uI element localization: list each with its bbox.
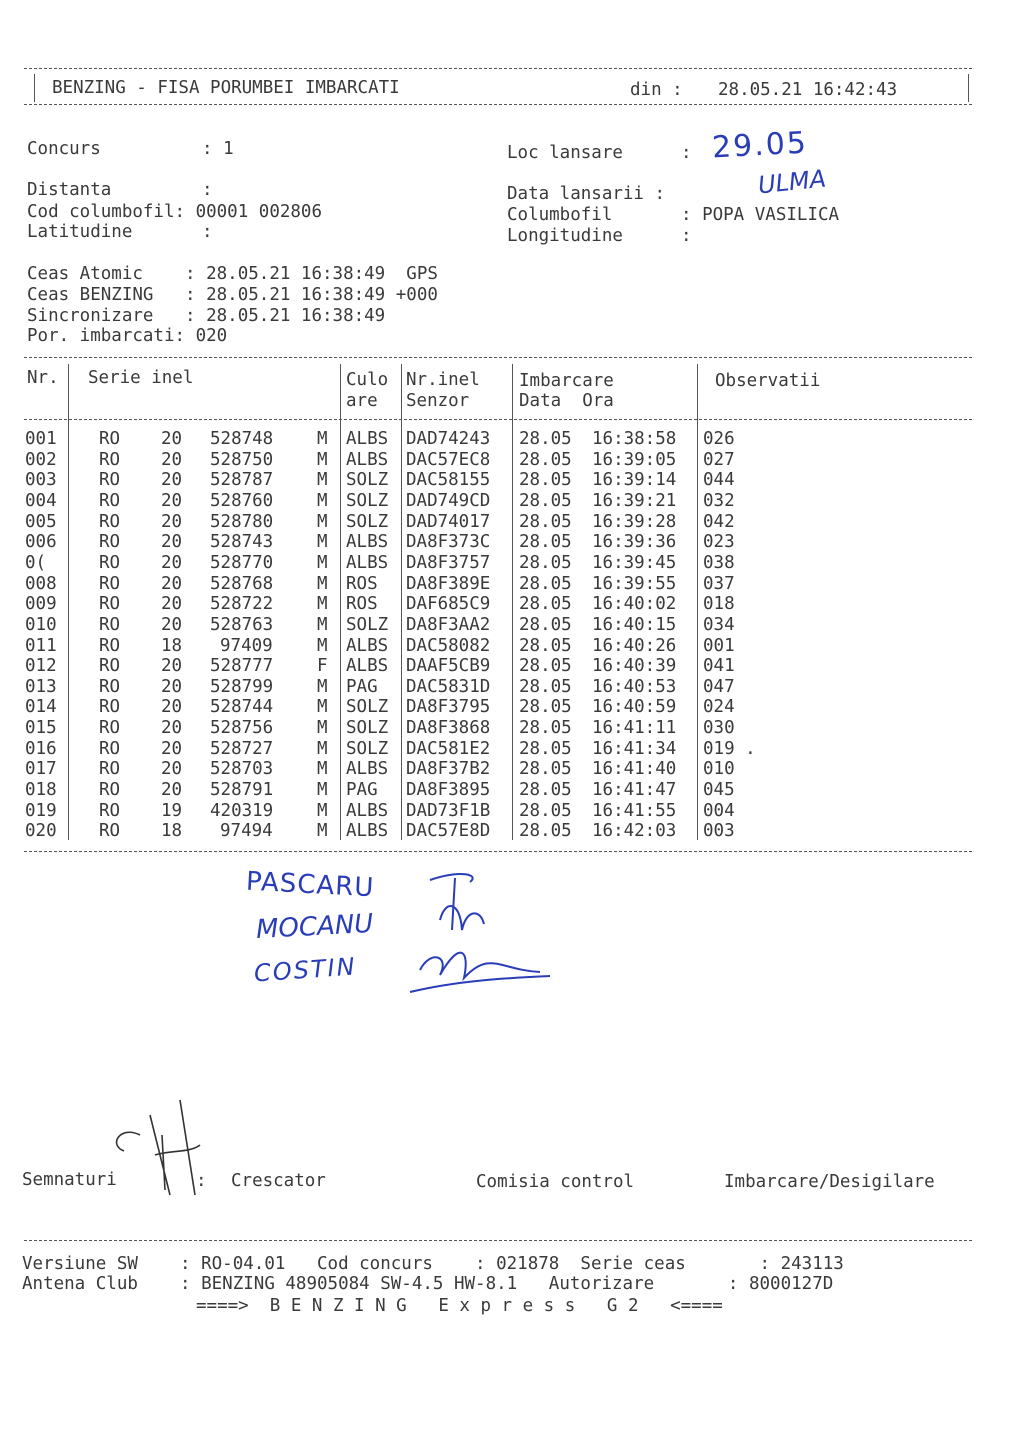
col-divider-imbarcare: [512, 364, 513, 840]
sincronizare: Sincronizare : 28.05.21 16:38:49: [27, 306, 386, 326]
row-sex: M: [317, 470, 328, 491]
ceas-benzing: Ceas BENZING : 28.05.21 16:38:49 +000: [27, 285, 438, 305]
row-observation: 004: [703, 800, 735, 821]
row-color: ALBS: [346, 449, 389, 470]
row-year: 20: [161, 470, 183, 491]
row-sensor: DAD74017: [406, 511, 491, 532]
footer-line-3: ====> B E N Z I N G E x p r e s s G 2 <====: [196, 1296, 723, 1316]
row-date: 28.05: [519, 449, 572, 470]
header-bottom-rule: [24, 104, 972, 105]
header-title: BENZING - FISA PORUMBEI IMBARCATI: [52, 78, 400, 98]
row-time: 16:41:55: [592, 800, 677, 821]
row-observation: 019 .: [703, 738, 756, 759]
col-header-culoare-2: are: [346, 391, 378, 411]
row-color: ALBS: [346, 656, 389, 677]
row-color: SOLZ: [346, 470, 389, 491]
row-country: RO: [99, 697, 121, 718]
row-color: ALBS: [346, 759, 389, 780]
row-sex: M: [317, 635, 328, 656]
concurs-label: Concurs: [27, 139, 101, 159]
row-sex: M: [317, 449, 328, 470]
row-sex: M: [317, 780, 328, 801]
semnaturi-sep: :: [196, 1171, 207, 1191]
row-sensor: DA8F373C: [406, 532, 491, 553]
row-observation: 045: [703, 780, 735, 801]
row-color: PAG: [346, 780, 378, 801]
row-number: 006: [25, 532, 57, 553]
row-ring-number: 528744: [210, 697, 274, 718]
row-year: 20: [161, 738, 183, 759]
row-country: RO: [99, 821, 121, 842]
row-sensor: DAF685C9: [406, 594, 491, 615]
longitudine-label: Longitudine: [507, 226, 623, 246]
row-date: 28.05: [519, 614, 572, 635]
row-sensor: DAD74243: [406, 429, 491, 449]
row-number: 017: [25, 759, 57, 780]
col-header-culoare-1: Culo: [346, 370, 389, 390]
row-time: 16:39:14: [592, 470, 677, 491]
row-sensor: DAAF5CB9: [406, 656, 491, 677]
row-color: ALBS: [346, 552, 389, 573]
row-number: 009: [25, 594, 57, 615]
row-time: 16:40:39: [592, 656, 677, 677]
col-divider-inel: [401, 364, 402, 840]
row-ring-number: 528750: [210, 449, 274, 470]
footer-line-1: Versiune SW : RO-04.01 Cod concurs : 021878 Serie ceas : 243113: [22, 1254, 844, 1274]
latitudine-sep: :: [202, 222, 213, 242]
row-time: 16:40:53: [592, 676, 677, 697]
row-number: 018: [25, 780, 57, 801]
row-color: SOLZ: [346, 718, 389, 739]
row-color: ALBS: [346, 532, 389, 553]
row-time: 16:41:47: [592, 780, 677, 801]
row-year: 20: [161, 552, 183, 573]
row-year: 20: [161, 759, 183, 780]
data-lansarii-label: Data lansarii :: [507, 184, 666, 204]
row-color: SOLZ: [346, 697, 389, 718]
row-observation: 003: [703, 821, 735, 842]
row-sex: M: [317, 573, 328, 594]
footer-line-2: Antena Club : BENZING 48905084 SW-4.5 HW-8.1 Autorizare : 8000127D: [22, 1274, 834, 1294]
row-date: 28.05: [519, 759, 572, 780]
distanta-label: Distanta: [27, 180, 112, 200]
row-ring-number: 528756: [210, 718, 274, 739]
header-top-rule: [24, 68, 972, 69]
row-date: 28.05: [519, 738, 572, 759]
row-ring-number: 528770: [210, 552, 274, 573]
row-country: RO: [99, 594, 121, 615]
row-ring-number: 528768: [210, 573, 274, 594]
row-time: 16:39:05: [592, 449, 677, 470]
col-divider-observatii: [697, 364, 698, 840]
row-country: RO: [99, 429, 121, 449]
row-sensor: DAD73F1B: [406, 800, 491, 821]
row-sensor: DAC57E8D: [406, 821, 491, 842]
row-year: 20: [161, 532, 183, 553]
row-country: RO: [99, 738, 121, 759]
row-year: 20: [161, 676, 183, 697]
row-time: 16:40:26: [592, 635, 677, 656]
row-sensor: DAC58155: [406, 470, 491, 491]
row-time: 16:41:34: [592, 738, 677, 759]
row-sensor: DA8F3795: [406, 697, 491, 718]
row-ring-number: 420319: [210, 800, 274, 821]
row-country: RO: [99, 800, 121, 821]
col-header-serie: Serie inel: [88, 368, 194, 388]
row-date: 28.05: [519, 532, 572, 553]
header-din-value: 28.05.21 16:42:43: [718, 80, 898, 100]
row-number: 001: [25, 429, 57, 449]
row-date: 28.05: [519, 429, 572, 449]
row-date: 28.05: [519, 511, 572, 532]
row-observation: 037: [703, 573, 735, 594]
imbarcare-desigilare-label: Imbarcare/Desigilare: [724, 1172, 935, 1192]
row-number: 013: [25, 676, 57, 697]
row-observation: 042: [703, 511, 735, 532]
row-sensor: DA8F3AA2: [406, 614, 491, 635]
row-sex: M: [317, 511, 328, 532]
row-country: RO: [99, 573, 121, 594]
ceas-atomic: Ceas Atomic : 28.05.21 16:38:49 GPS: [27, 264, 438, 284]
row-sex: M: [317, 490, 328, 511]
row-sex: M: [317, 532, 328, 553]
row-year: 20: [161, 490, 183, 511]
row-ring-number: 528727: [210, 738, 274, 759]
semnaturi-label: Semnaturi: [22, 1170, 117, 1190]
comisia-control-label: Comisia control: [476, 1172, 635, 1192]
row-observation: 010: [703, 759, 735, 780]
col-divider-culoare: [340, 364, 341, 840]
row-country: RO: [99, 490, 121, 511]
row-date: 28.05: [519, 552, 572, 573]
row-sensor: DA8F3868: [406, 718, 491, 739]
row-sex: M: [317, 738, 328, 759]
row-country: RO: [99, 614, 121, 635]
row-date: 28.05: [519, 490, 572, 511]
row-year: 20: [161, 573, 183, 594]
row-number: 005: [25, 511, 57, 532]
handwritten-name-2: MOCANU: [255, 908, 375, 946]
row-country: RO: [99, 449, 121, 470]
handwritten-name-1: PASCARU: [245, 866, 376, 904]
row-observation: 034: [703, 614, 735, 635]
row-number: 012: [25, 656, 57, 677]
col-header-observatii: Observatii: [715, 371, 821, 391]
row-observation: 044: [703, 470, 735, 491]
row-color: ALBS: [346, 635, 389, 656]
loc-lansare-sep: :: [681, 143, 692, 163]
header-left-bar: [34, 74, 35, 102]
col-header-imbarcare-2: Data Ora: [519, 391, 614, 411]
crescator-label: Crescator: [231, 1171, 326, 1191]
row-time: 16:39:28: [592, 511, 677, 532]
row-date: 28.05: [519, 470, 572, 491]
row-ring-number: 528760: [210, 490, 274, 511]
row-year: 20: [161, 718, 183, 739]
col-header-nr: Nr.: [27, 368, 59, 388]
row-year: 20: [161, 656, 183, 677]
row-observation: 047: [703, 676, 735, 697]
handwritten-name-3: COSTIN: [253, 952, 358, 988]
col-header-inel-2: Senzor: [406, 391, 470, 411]
row-color: ROS: [346, 594, 378, 615]
row-observation: 001: [703, 635, 735, 656]
row-sensor: DAD749CD: [406, 490, 491, 511]
row-ring-number: 528722: [210, 594, 274, 615]
row-year: 20: [161, 697, 183, 718]
loc-lansare-handwritten: 29.05: [711, 125, 809, 166]
row-color: SOLZ: [346, 490, 389, 511]
row-color: SOLZ: [346, 614, 389, 635]
row-number: 008: [25, 573, 57, 594]
row-sex: F: [317, 656, 328, 677]
row-number: 019: [25, 800, 57, 821]
distanta-sep: :: [202, 180, 213, 200]
row-sex: M: [317, 429, 328, 449]
row-color: ROS: [346, 573, 378, 594]
loc-lansare-label: Loc lansare: [507, 143, 623, 163]
row-time: 16:40:02: [592, 594, 677, 615]
row-ring-number: 528780: [210, 511, 274, 532]
row-number: 020: [25, 821, 57, 842]
columbofil-value: : POPA VASILICA: [681, 205, 840, 225]
footer-top-rule: [24, 1240, 972, 1241]
row-ring-number: 528787: [210, 470, 274, 491]
row-number: 010: [25, 614, 57, 635]
row-observation: 023: [703, 532, 735, 553]
row-time: 16:38:58: [592, 429, 677, 449]
data-lansarii-handwritten: ULMA: [756, 164, 828, 200]
row-color: SOLZ: [346, 511, 389, 532]
row-ring-number: 97409: [220, 635, 273, 656]
row-country: RO: [99, 470, 121, 491]
row-number: 011: [25, 635, 57, 656]
row-sensor: DAC5831D: [406, 676, 491, 697]
row-sex: M: [317, 759, 328, 780]
row-date: 28.05: [519, 697, 572, 718]
row-time: 16:40:59: [592, 697, 677, 718]
row-number: 002: [25, 449, 57, 470]
row-country: RO: [99, 676, 121, 697]
row-ring-number: 528748: [210, 429, 274, 449]
row-color: SOLZ: [346, 738, 389, 759]
row-ring-number: 528743: [210, 532, 274, 553]
row-ring-number: 528703: [210, 759, 274, 780]
row-country: RO: [99, 759, 121, 780]
row-ring-number: 97494: [220, 821, 273, 842]
row-date: 28.05: [519, 635, 572, 656]
row-time: 16:39:21: [592, 490, 677, 511]
row-year: 18: [161, 821, 183, 842]
longitudine-sep: :: [681, 226, 692, 246]
row-country: RO: [99, 532, 121, 553]
row-observation: 026: [703, 429, 735, 449]
row-sensor: DA8F3895: [406, 780, 491, 801]
row-year: 20: [161, 614, 183, 635]
row-date: 28.05: [519, 780, 572, 801]
row-number: 004: [25, 490, 57, 511]
row-country: RO: [99, 552, 121, 573]
row-country: RO: [99, 780, 121, 801]
row-sex: M: [317, 697, 328, 718]
row-sensor: DA8F3757: [406, 552, 491, 573]
row-date: 28.05: [519, 676, 572, 697]
row-number: 015: [25, 718, 57, 739]
row-date: 28.05: [519, 821, 572, 842]
row-observation: 024: [703, 697, 735, 718]
row-country: RO: [99, 718, 121, 739]
row-color: ALBS: [346, 821, 389, 842]
row-ring-number: 528763: [210, 614, 274, 635]
porumbei-imbarcati: Por. imbarcati: 020: [27, 326, 228, 346]
header-right-bar: [968, 74, 969, 102]
table-bottom-rule: [24, 851, 972, 852]
row-ring-number: 528777: [210, 656, 274, 677]
row-year: 20: [161, 511, 183, 532]
row-number: 003: [25, 470, 57, 491]
row-date: 28.05: [519, 656, 572, 677]
row-sex: M: [317, 718, 328, 739]
row-sex: M: [317, 800, 328, 821]
row-year: 20: [161, 449, 183, 470]
latitudine-label: Latitudine: [27, 222, 133, 242]
row-sensor: DA8F37B2: [406, 759, 491, 780]
row-observation: 018: [703, 594, 735, 615]
row-sex: M: [317, 821, 328, 842]
row-date: 28.05: [519, 573, 572, 594]
row-observation: 030: [703, 718, 735, 739]
row-year: 18: [161, 635, 183, 656]
table-top-rule: [24, 357, 972, 358]
row-country: RO: [99, 635, 121, 656]
row-ring-number: 528791: [210, 780, 274, 801]
row-observation: 041: [703, 656, 735, 677]
row-time: 16:39:55: [592, 573, 677, 594]
row-time: 16:40:15: [592, 614, 677, 635]
row-ring-number: 528799: [210, 676, 274, 697]
row-color: PAG: [346, 676, 378, 697]
row-time: 16:41:40: [592, 759, 677, 780]
col-header-inel-1: Nr.inel: [406, 370, 480, 390]
row-observation: 027: [703, 449, 735, 470]
table-header-rule: [24, 419, 972, 420]
signature-scribble-commission: [400, 860, 560, 1000]
row-time: 16:39:36: [592, 532, 677, 553]
cod-columbofil: Cod columbofil: 00001 002806: [27, 202, 323, 222]
row-country: RO: [99, 656, 121, 677]
row-time: 16:39:45: [592, 552, 677, 573]
row-date: 28.05: [519, 800, 572, 821]
row-color: ALBS: [346, 429, 389, 449]
row-year: 20: [161, 594, 183, 615]
row-sex: M: [317, 676, 328, 697]
row-color: ALBS: [346, 800, 389, 821]
row-number: 0(: [25, 552, 47, 573]
row-sensor: DAC57EC8: [406, 449, 491, 470]
columbofil-label: Columbofil: [507, 205, 613, 225]
header-din-label: din :: [630, 80, 683, 100]
row-date: 28.05: [519, 594, 572, 615]
row-sensor: DAC58082: [406, 635, 491, 656]
row-sex: M: [317, 594, 328, 615]
row-year: 20: [161, 429, 183, 449]
row-date: 28.05: [519, 718, 572, 739]
row-sex: M: [317, 614, 328, 635]
col-header-imbarcare-1: Imbarcare: [519, 371, 614, 391]
row-sex: M: [317, 552, 328, 573]
row-sensor: DAC581E2: [406, 738, 491, 759]
row-observation: 032: [703, 490, 735, 511]
col-divider-nr: [68, 364, 69, 840]
row-year: 19: [161, 800, 183, 821]
row-sensor: DA8F389E: [406, 573, 491, 594]
row-number: 014: [25, 697, 57, 718]
row-time: 16:41:11: [592, 718, 677, 739]
row-year: 20: [161, 780, 183, 801]
concurs-value: : 1: [202, 139, 234, 159]
row-observation: 038: [703, 552, 735, 573]
row-country: RO: [99, 511, 121, 532]
row-number: 016: [25, 738, 57, 759]
row-time: 16:42:03: [592, 821, 677, 842]
